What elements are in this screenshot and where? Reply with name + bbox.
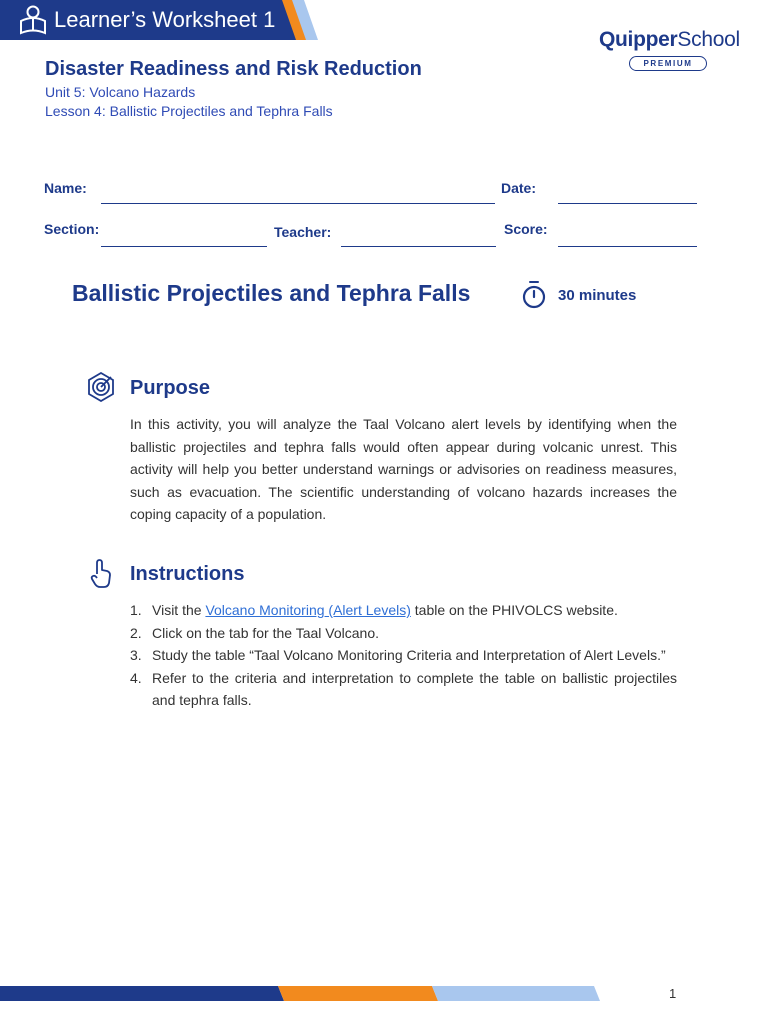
page-number: 1 bbox=[669, 986, 677, 1001]
logo-brand: Quipper bbox=[599, 28, 678, 51]
step-text: Refer to the criteria and interpretation to complete the table on ballistic projectiles and tephra falls. bbox=[152, 669, 677, 709]
name-label: Name: bbox=[44, 180, 87, 196]
score-field[interactable] bbox=[558, 246, 697, 247]
section-label: Section: bbox=[44, 221, 100, 237]
purpose-text: In this activity, you will analyze the Taal Volcano alert levels by identifying when the ballistic projectiles and tephra falls would often appear during volcanic unrest. This activity will help you better understand warnings or advisories on readiness measures, such as evacuation. The scientific understanding of volcano hazards increases the coping capacity of a population. bbox=[130, 416, 677, 523]
step-text: Click on the tab for the Taal Volcano. bbox=[152, 624, 379, 641]
target-icon bbox=[86, 372, 116, 402]
stopwatch-icon bbox=[521, 280, 547, 310]
step-number: 3. bbox=[130, 647, 142, 664]
logo-school: School bbox=[677, 28, 740, 51]
step-number: 4. bbox=[130, 669, 142, 686]
step-number: 2. bbox=[130, 624, 142, 641]
step-text: Study the table “Taal Volcano Monitoring Criteria and Interpretation of Alert Levels.” bbox=[152, 647, 666, 664]
logo-wordmark bbox=[599, 28, 740, 52]
pointing-hand-icon bbox=[86, 557, 116, 587]
date-label: Date: bbox=[501, 180, 537, 196]
instructions-list bbox=[130, 599, 677, 712]
teacher-field[interactable] bbox=[341, 246, 496, 247]
step-text-pre: Visit the bbox=[152, 602, 206, 618]
activity-duration: 30 minutes bbox=[558, 287, 637, 304]
instruction-step-1 bbox=[130, 599, 677, 622]
footer-stripe bbox=[0, 986, 600, 1001]
score-label: Score: bbox=[504, 221, 548, 237]
reader-book-icon bbox=[16, 3, 50, 37]
course-title: Disaster Readiness and Risk Reduction bbox=[45, 58, 422, 80]
worksheet-tab-title: Learner’s Worksheet 1 bbox=[54, 7, 276, 32]
name-field[interactable] bbox=[101, 203, 495, 204]
instruction-step-3 bbox=[130, 644, 677, 667]
instruction-step-2 bbox=[130, 622, 677, 645]
unit-label: Unit 5: Volcano Hazards bbox=[45, 84, 196, 100]
purpose-heading: Purpose bbox=[130, 377, 211, 399]
section-field[interactable] bbox=[101, 246, 267, 247]
quipper-school-logo bbox=[599, 28, 739, 72]
activity-title: Ballistic Projectiles and Tephra Falls bbox=[72, 280, 471, 306]
teacher-label: Teacher: bbox=[274, 224, 332, 240]
instruction-step-4 bbox=[130, 667, 677, 712]
worksheet-header-tab bbox=[0, 0, 320, 40]
date-field[interactable] bbox=[558, 203, 697, 204]
step-text-post: table on the PHIVOLCS website. bbox=[410, 602, 618, 618]
step-number: 1. bbox=[130, 602, 142, 618]
premium-badge: PREMIUM bbox=[629, 56, 707, 71]
instructions-heading: Instructions bbox=[130, 563, 245, 585]
lesson-label: Lesson 4: Ballistic Projectiles and Tephra Falls bbox=[45, 103, 333, 119]
volcano-monitoring-link[interactable]: Volcano Monitoring (Alert Levels) bbox=[205, 602, 411, 618]
